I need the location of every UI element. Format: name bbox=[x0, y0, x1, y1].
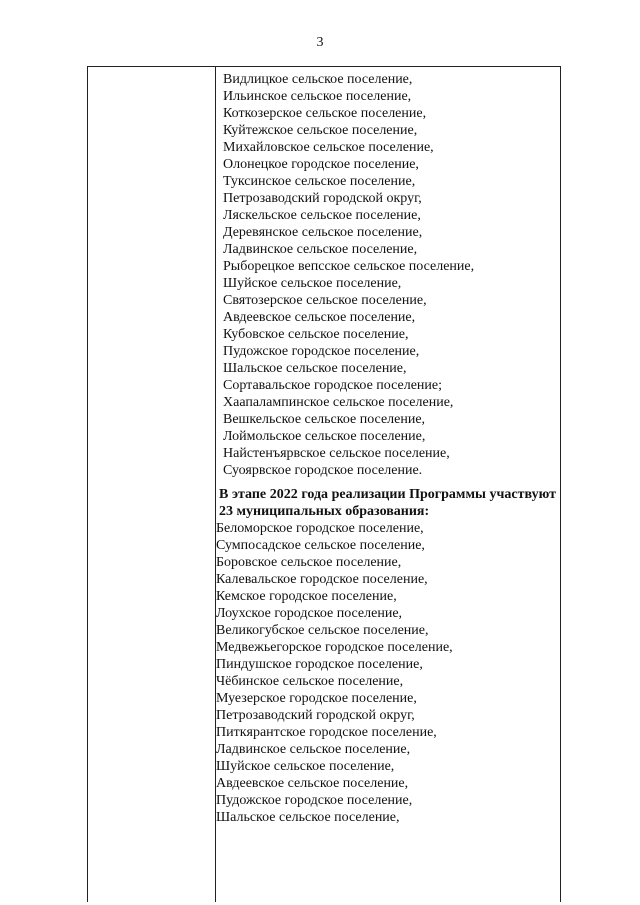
list-item: Шуйское сельское поселение, bbox=[223, 276, 402, 291]
list-item: Беломорское городское поселение, bbox=[216, 521, 424, 536]
list-item: Шальское сельское поселение, bbox=[223, 361, 407, 376]
settlements-list-1 bbox=[223, 71, 553, 479]
list-item: Видлицкое сельское поселение, bbox=[223, 72, 413, 87]
stage-heading: В этапе 2022 года реализации Программы участвуют 23 муниципальных образования: bbox=[219, 487, 556, 519]
list-item: Шальское сельское поселение, bbox=[216, 810, 400, 825]
list-item: Шуйское сельское поселение, bbox=[216, 759, 395, 774]
list-item: Муезерское городское поселение, bbox=[216, 691, 417, 706]
settlements-list-2 bbox=[216, 520, 546, 826]
list-item: Деревянское сельское поселение, bbox=[223, 225, 423, 240]
list-item: Ляскельское сельское поселение, bbox=[223, 208, 421, 223]
list-item: Ладвинское сельское поселение, bbox=[216, 742, 411, 757]
list-item: Ладвинское сельское поселение, bbox=[223, 242, 418, 257]
list-item: Питкярантское городское поселение, bbox=[216, 725, 437, 740]
list-item: Коткозерское сельское поселение, bbox=[223, 106, 427, 121]
list-item: Петрозаводский городской округ, bbox=[223, 191, 422, 206]
list-item: Лоймольское сельское поселение, bbox=[223, 429, 426, 444]
page-number: 3 bbox=[316, 35, 324, 50]
list-item: Пудожское городское поселение, bbox=[216, 793, 413, 808]
list-item: Калевальское городское поселение, bbox=[216, 572, 428, 587]
list-item: Медвежьегорское городское поселение, bbox=[216, 640, 453, 655]
list-item: Пудожское городское поселение, bbox=[223, 344, 420, 359]
list-item: Святозерское сельское поселение, bbox=[223, 293, 427, 308]
list-item: Сумпосадское сельское поселение, bbox=[216, 538, 425, 553]
list-item: Хаапалампинское сельское поселение, bbox=[223, 395, 454, 410]
list-item: Ильинское сельское поселение, bbox=[223, 89, 412, 104]
list-item: Олонецкое городское поселение, bbox=[223, 157, 419, 172]
list-item: Куйтежское сельское поселение, bbox=[223, 123, 418, 138]
list-item: Боровское сельское поселение, bbox=[216, 555, 402, 570]
list-item: Петрозаводский городской округ, bbox=[216, 708, 415, 723]
list-item: Великогубское сельское поселение, bbox=[216, 623, 429, 638]
list-item: Пиндушское городское поселение, bbox=[216, 657, 423, 672]
list-item: Михайловское сельское поселение, bbox=[223, 140, 434, 155]
list-item: Найстенъярвское сельское поселение, bbox=[223, 446, 450, 461]
list-item: Авдеевское сельское поселение, bbox=[223, 310, 416, 325]
list-item: Рыборецкое вепсское сельское поселение, bbox=[223, 259, 475, 274]
list-item: Кемское городское поселение, bbox=[216, 589, 397, 604]
list-item: Вешкельское сельское поселение, bbox=[223, 412, 426, 427]
list-item: Туксинское сельское поселение, bbox=[223, 174, 416, 189]
list-item: Авдеевское сельское поселение, bbox=[216, 776, 409, 791]
list-item: Сортавальское городское поселение; bbox=[223, 378, 443, 393]
list-item: Чёбинское сельское поселение, bbox=[216, 674, 404, 689]
list-item: Кубовское сельское поселение, bbox=[223, 327, 409, 342]
list-item: Суоярвское городское поселение. bbox=[223, 463, 423, 478]
list-item: Лоухское городское поселение, bbox=[216, 606, 403, 621]
